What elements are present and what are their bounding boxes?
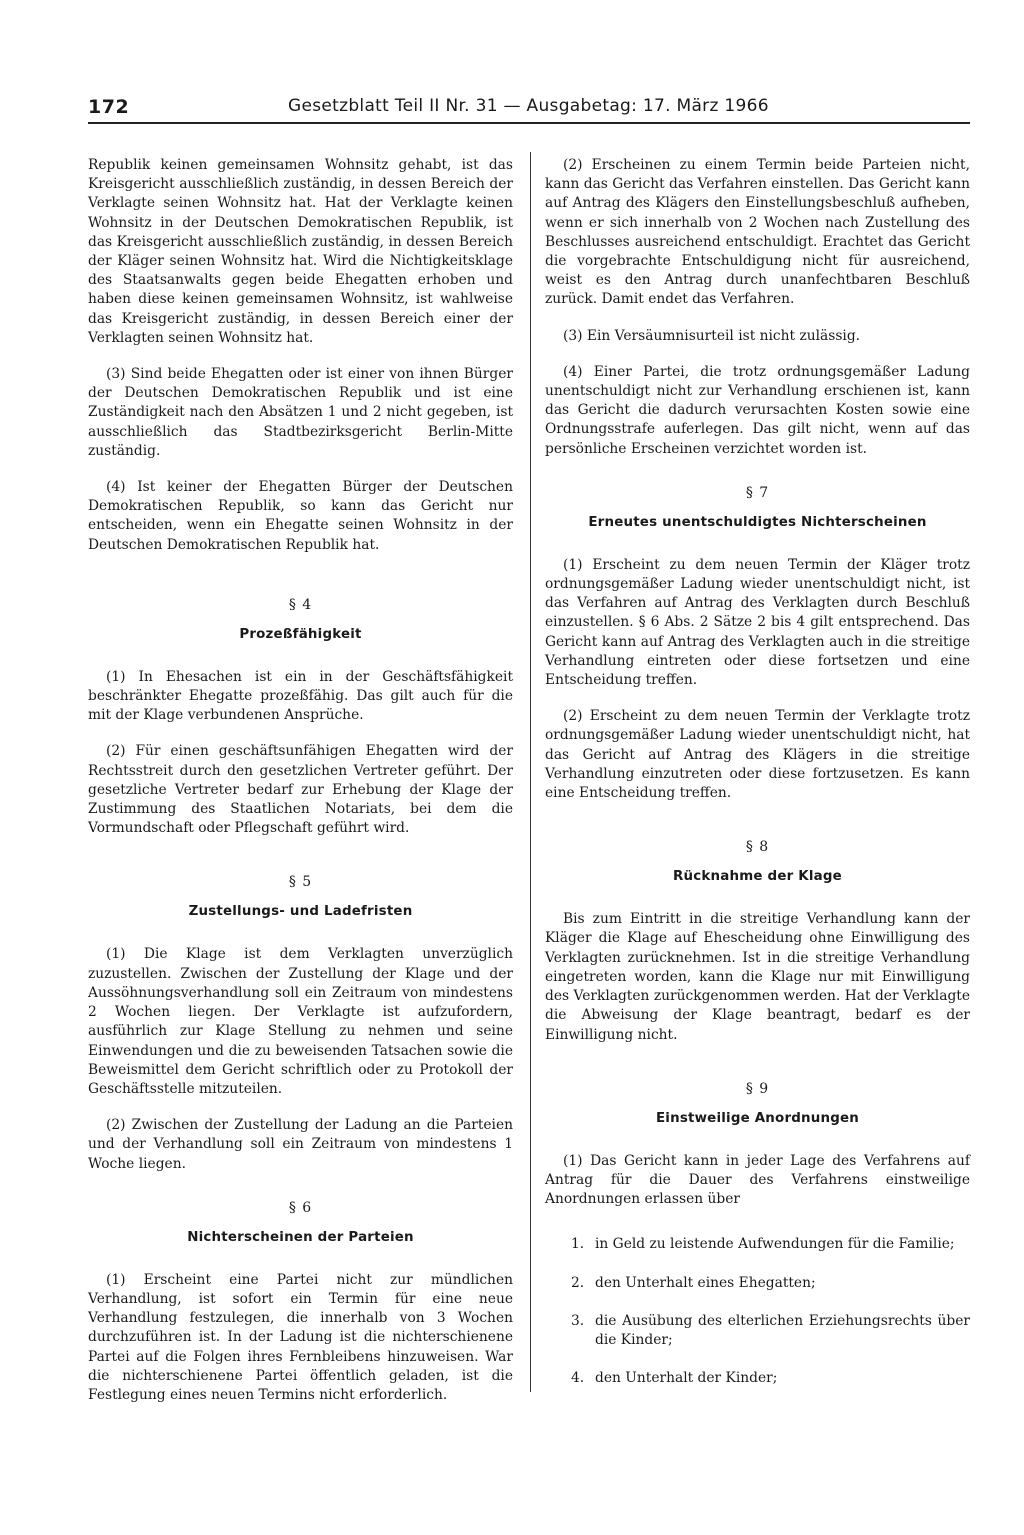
section-7-title: Erneutes unentschuldigtes Nichterscheinen — [588, 514, 927, 530]
paragraph-3-4: (4) Ist keiner der Ehegatten Bürger der Deutschen Demokratischen Republik, so kann das Gericht nur entscheiden, wenn ein Ehegatte seinen Wohnsitz in der Deutschen Demokratischen Republik hat. — [88, 479, 513, 553]
list-item-number: 1. — [571, 1236, 585, 1253]
list-item-number: 4. — [571, 1370, 585, 1387]
list-item — [545, 1235, 970, 1254]
right-column — [545, 156, 970, 1388]
paragraph-4-1: (1) In Ehesachen ist ein in der Geschäftsfähigkeit beschränkter Ehegatte prozeßfähig. Das gilt auch für die mit der Klage verbundenen Ansprüche. — [88, 668, 513, 724]
list-item-number: 2. — [571, 1274, 585, 1291]
list-item-number: 3. — [571, 1312, 585, 1329]
section-5-title: Zustellungs- und Ladefristen — [188, 904, 413, 920]
section-9-list — [545, 1235, 970, 1388]
paragraph-7-2: (2) Erscheint zu dem neuen Termin der Verklagte trotz ordnungsgemäßer Ladung wieder unentschuldigt nicht, hat das Gericht auf Antrag des Klägers in die streitige Verhandlung einzutreten oder diese fortzusetzen. Es kann eine Entscheidung treffen. — [545, 708, 970, 802]
section-4-title: Prozeßfähigkeit — [239, 626, 362, 642]
list-item-text: in Geld zu leistende Aufwendungen für die Familie; — [595, 1236, 955, 1253]
left-column — [88, 156, 513, 1405]
header-rule — [88, 122, 970, 124]
paragraph-6-4: (4) Einer Partei, die trotz ordnungsgemäßer Ladung unentschuldigt nicht zur Verhandlung erschienen ist, kann das Gericht die dadurch verursachten Kosten sowie eine Ordnungsstrafe auferlegen. Das gilt nicht, wenn auf das persönliche Erscheinen verzichtet worden ist. — [545, 363, 970, 457]
section-9-title: Einstweilige Anordnungen — [655, 1110, 860, 1126]
paragraph-6-3: (3) Ein Versäumnisurteil ist nicht zulässig. — [563, 327, 861, 344]
list-item-text: den Unterhalt der Kinder; — [595, 1370, 778, 1387]
paragraph-continued: Republik keinen gemeinsamen Wohnsitz gehabt, ist das Kreisgericht ausschließlich zuständig, in dessen Bereich der Verklagte seinen Wohnsitz hat. Hat der Verklagte keinen Wohnsitz in der Deutschen Demokratischen Republik, ist das Kreisgericht ausschließlich zuständig, in dessen Bereich der Kläger seinen Wohnsitz hat. Wird die Nichtigkeitsklage des Staatsanwalts gegen beide Ehegatten erhoben und haben diese keinen gemeinsamen Wohnsitz, ist wahlweise das Kreisgericht zuständig, in dessen Bereich einer der Verklagten seinen Wohnsitz hat. — [88, 157, 513, 346]
paragraph-6-1: (1) Erscheint eine Partei nicht zur mündlichen Verhandlung, ist sofort ein Termin für eine neue Verhandlung festzulegen, die innerhalb von 3 Wochen durchzuführen ist. In der Ladung ist die nichterschienene Partei auf die Folgen ihres Fernbleibens hinzuweisen. War die nichterschienene Partei öffentlich geladen, ist die Festlegung eines neuen Termins nicht erforderlich. — [88, 1271, 513, 1403]
list-item-text: die Ausübung des elterlichen Erziehungsrechts über die Kinder; — [595, 1312, 970, 1348]
paragraph-8-1: Bis zum Eintritt in die streitige Verhandlung kann der Kläger die Klage auf Ehescheidung ohne Einwilligung des Verklagten zurücknehmen. Ist in die streitige Verhandlung eingetreten worden, kann die Klage nur mit Einwilligung des Verklagten zurückgenommen werden. Hat der Verklagte die Abweisung der Klage beantragt, bedarf es der Einwilligung nicht. — [545, 911, 970, 1043]
section-4-number: § 4 — [288, 596, 313, 613]
paragraph-4-2: (2) Für einen geschäftsunfähigen Ehegatten wird der Rechtsstreit durch den gesetzlichen Vertreter geführt. Der gesetzliche Vertreter bedarf zur Erhebung der Klage der Zustimmung des Staatlichen Notariats, bei dem die Vormundschaft oder Pflegschaft geführt wird. — [88, 743, 513, 837]
section-6-title: Nichterscheinen der Parteien — [187, 1229, 414, 1245]
section-8-title: Rücknahme der Klage — [673, 869, 842, 885]
section-7-number: § 7 — [745, 484, 770, 501]
column-divider — [530, 152, 531, 1392]
list-item-text: den Unterhalt eines Ehegatten; — [595, 1274, 816, 1291]
section-8-number: § 8 — [745, 839, 770, 856]
paragraph-5-1: (1) Die Klage ist dem Verklagten unverzüglich zuzustellen. Zwischen der Zustellung der Klage und der Aussöhnungsverhandlung soll ein Zeitraum von mindestens 2 Wochen liegen. Der Verklagte ist aufzufordern, ausführlich zur Klage Stellung zu nehmen und seine Einwendungen und die zu beweisenden Tatsachen sowie die Beweismittel dem Gericht schriftlich oder zu Protokoll der Geschäftsstelle mitzuteilen. — [88, 946, 513, 1097]
list-item — [545, 1312, 970, 1350]
paragraph-6-2: (2) Erscheinen zu einem Termin beide Parteien nicht, kann das Gericht das Verfahren einstellen. Das Gericht kann auf Antrag des Klägers den Einstellungsbeschluß aufheben, wenn er sich innerhalb von 2 Wochen nach Zustellung des Beschlusses ausreichend entschuldigt. Erachtet das Gericht die vorgebrachte Entschuldigung nicht für ausreichend, weist es den Antrag durch unanfechtbaren Beschluß zurück. Damit endet das Verfahren. — [545, 157, 970, 308]
paragraph-7-1: (1) Erscheint zu dem neuen Termin der Kläger trotz ordnungsgemäßer Ladung wieder unentschuldigt nicht, ist das Verfahren auf Antrag des Verklagten durch Beschluß einzustellen. § 6 Abs. 2 Sätze 2 bis 4 gilt entsprechend. Das Gericht kann auf Antrag des Verklagten auch in die streitige Verhandlung eintreten oder diese fortsetzen und eine Entscheidung treffen. — [545, 556, 970, 689]
page-number: 172 — [88, 96, 130, 118]
paragraph-5-2: (2) Zwischen der Zustellung der Ladung an die Parteien und der Verhandlung soll ein Zeitraum von mindestens 1 Woche liegen. — [88, 1117, 513, 1172]
header-title: Gesetzblatt Teil II Nr. 31 — Ausgabetag: 17. März 1966 — [288, 96, 769, 116]
section-6-number: § 6 — [288, 1199, 313, 1216]
list-item — [545, 1369, 970, 1388]
paragraph-3-3: (3) Sind beide Ehegatten oder ist einer von ihnen Bürger der Deutschen Demokratischen Republik und ist eine Zuständigkeit nach den Absätzen 1 und 2 nicht gegeben, ist ausschließlich das Stadtbezirksgericht Berlin-Mitte zuständig. — [88, 366, 513, 459]
list-item — [545, 1274, 970, 1293]
section-5-number: § 5 — [288, 874, 313, 891]
section-9-number: § 9 — [745, 1080, 770, 1097]
paragraph-9-1: (1) Das Gericht kann in jeder Lage des Verfahrens auf Antrag für die Dauer des Verfahrens einstweilige Anordnungen erlassen über — [545, 1152, 970, 1208]
